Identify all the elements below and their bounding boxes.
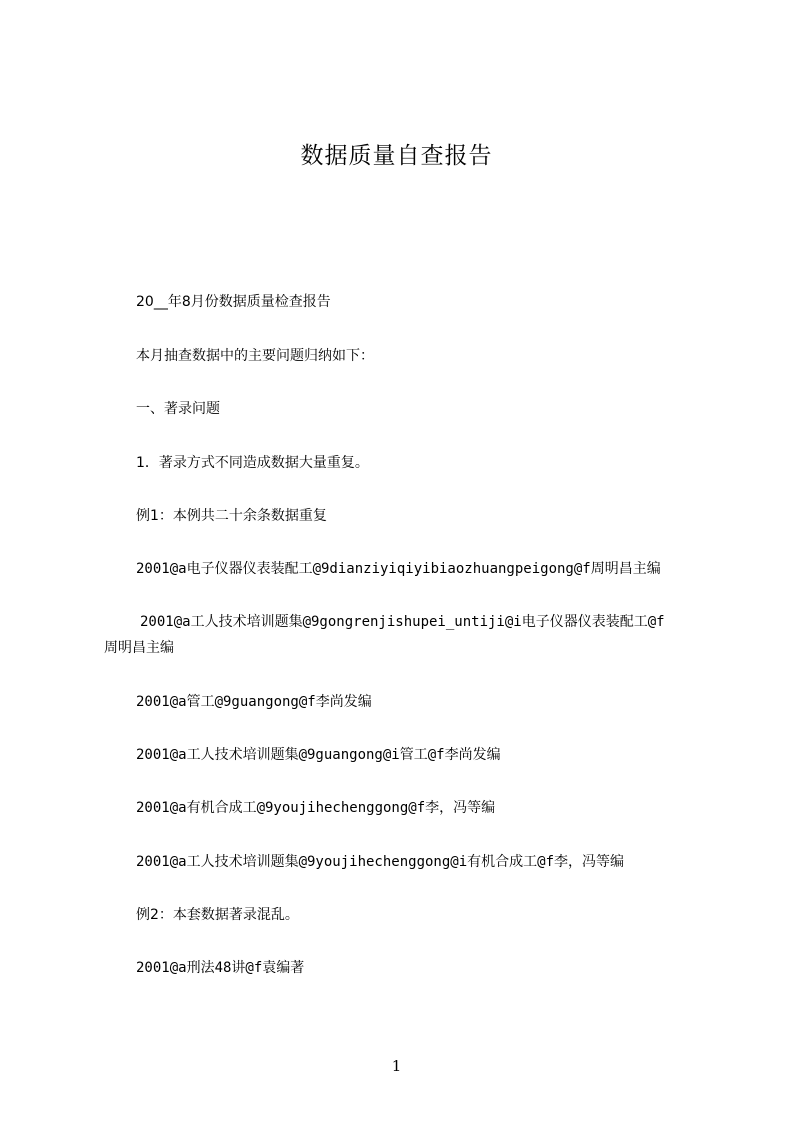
record-line: 2001@a管工@9guangong@f李尚发编: [136, 694, 372, 710]
record-line: 2001@a工人技术培训题集@9youjihechenggong@i有机合成工@f李，冯等编: [136, 854, 625, 870]
record-line: 2001@a工人技术培训题集@9guangong@i管工@f李尚发编: [136, 747, 501, 763]
summary-intro-line: 本月抽查数据中的主要问题归纳如下：: [136, 348, 374, 364]
example-2-label: 例2：本套数据著录混乱。: [136, 907, 299, 923]
record-line: 2001@a有机合成工@9youjihechenggong@f李，冯等编: [136, 800, 496, 816]
report-heading-line: 20__年8月份数据质量检查报告: [136, 294, 331, 310]
page-number: 1: [391, 1057, 402, 1075]
issue-item-1: 1．著录方式不同造成数据大量重复。: [136, 455, 369, 471]
record-line: 2001@a刑法48讲@f袁编著: [136, 960, 305, 976]
example-1-label: 例1：本例共二十余条数据重复: [136, 508, 327, 524]
record-line-wrapped-part-1: 2001@a工人技术培训题集@9gongrenjishupei_untiji@i电子仪器仪表装配工@f: [140, 614, 665, 630]
record-line-wrapped: [104, 609, 704, 661]
document-title: 数据质量自查报告: [300, 143, 493, 169]
record-line-wrapped-part-2: 周明昌主编: [104, 640, 174, 656]
record-line: 2001@a电子仪器仪表装配工@9dianziyiqiyibiaozhuangpeigong@f周明昌主编: [136, 561, 661, 577]
section-heading: 一、著录问题: [136, 401, 220, 417]
